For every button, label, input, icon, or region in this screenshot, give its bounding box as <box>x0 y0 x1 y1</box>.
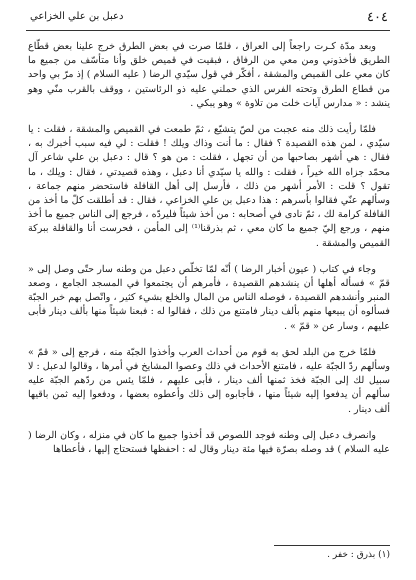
paragraph: وجاء في كتاب ( عيون أخبار الرضا ) أنّه لمّا تخلّص دعبل من وطنه سار حتّى وصل إلى « قمّ » فسأله أهلها أن ينشدهم القصيدة ، فأمرهم أن يجتمعوا في المسجد الجامع ، وصعد المنبر وأنشدهم القصيدة ، فوصله الناس من المال والخلع بشيء كثير ، واتّصل بهم خبر الجبّة فسألوه أن يبيعها منهم بألف دينار فامتنع من ذلك ، فقالوا له : فبعنا شيئاً منها بألف دينار فأبى عليهم ، وسار عن « قمّ » . <box>28 263 390 332</box>
paragraph: فلمّا رأيت ذلك منه عجبت من لصّ يتشيّع ، ثمّ طمعت في القميص والمشقة ، فقلت : يا سيّدي ، لمن هذه القصيدة ؟ فقال : ما أنت وذاك ويلك ! فقلت : لي فيه سبب أخبرك به ، فقال : هي أشهر بصاحبها من أن تجهل ، فقلت : من هو ؟ قال : دعبل بن علي شاعر آل محمّد جزاه الله خيراً ، فقلت : والله يا سيّدي أنا دعبل ، وهذه قصيدتي ، فقال : ويلك ، ما تقول ؟ قلت : الأمر أشهر من ذلك ، فأرسل إلى أهل القافلة فاستحضر منهم جماعة ، وسألهم عنّي فقالوا بأسرهم : هذا دعبل بن علي الخزاعي ، فقال : قد أطلقت كلّ ما أخذ من القافلة كرامة لك ، ثمّ نادى في أصحابه : من أخذ شيئاً فليردّه ، فرجع إلى الناس جميع ما أخذ منهم ، ورجع إليّ جميع ما كان معي ، ثم بذرقنا⁽¹⁾ إلى المأمن ، فحرست أنا والقافلة ببركة القميص والمشقة . <box>28 124 390 249</box>
paragraph: وانصرف دعبل إلى وطنه فوجد اللصوص قد أخذوا جميع ما كان في منزله ، وكان الرضا ( عليه السلام ) قد وصله بصرّة فيها مئة دينار وقال له : احفظها فستحتاج إليها ، فأعطاها <box>28 429 390 456</box>
page-header <box>26 6 390 31</box>
paragraph: وبعد مدّة كـرت راجعاً إلى العراق ، فلمّا صرت في بعض الطرق خرج علينا بعض قطّاع الطريق فأخذوني ومن معي من الرفاق ، فبقيت في قميص خلق وأنا متأسّف من جميع ما كان معي على القميص والمشقة ، أفكّر في قول سيّدي الرضا ( عليه السلام ) إذ مرّ بي واحد من قطاع الطرق وتحته الفرس الذي حملني عليه ذو الرئاستين ، ووقف بالقرب منّي وهو ينشد : « مدارس آيات خلت من تلاوة » وهو يبكي . <box>28 41 390 109</box>
page-number: ٤٠٤ <box>367 10 388 25</box>
page-body <box>28 40 390 469</box>
running-title: دعبل بن علي الخزاعي <box>30 11 124 22</box>
footnote-divider <box>274 545 390 546</box>
paragraph: فلمّا خرج من البلد لحق به قوم من أحداث العرب وأخذوا الجبّة منه ، فرجع إلى « قمّ » وسألهم ردّ الجبّة عليه ، فامتنع الأحداث في ذلك وعصوا المشايخ في أمرها ، وقالوا لدعبل : لا سبيل لك إلى الجبّة فخذ ثمنها ألف دينار ، فأبى عليهم ، فلمّا يئس من ردّهم الجبّة عليه سألهم أن يدفعوا إليه شيئاً منها ، فأجابوه إلى ذلك وأعطوه بعضها ، ودفعوا إليه ثمن باقيها ألف دينار . <box>28 346 390 415</box>
footnote: (١) بذرق : خفر . <box>327 550 390 560</box>
